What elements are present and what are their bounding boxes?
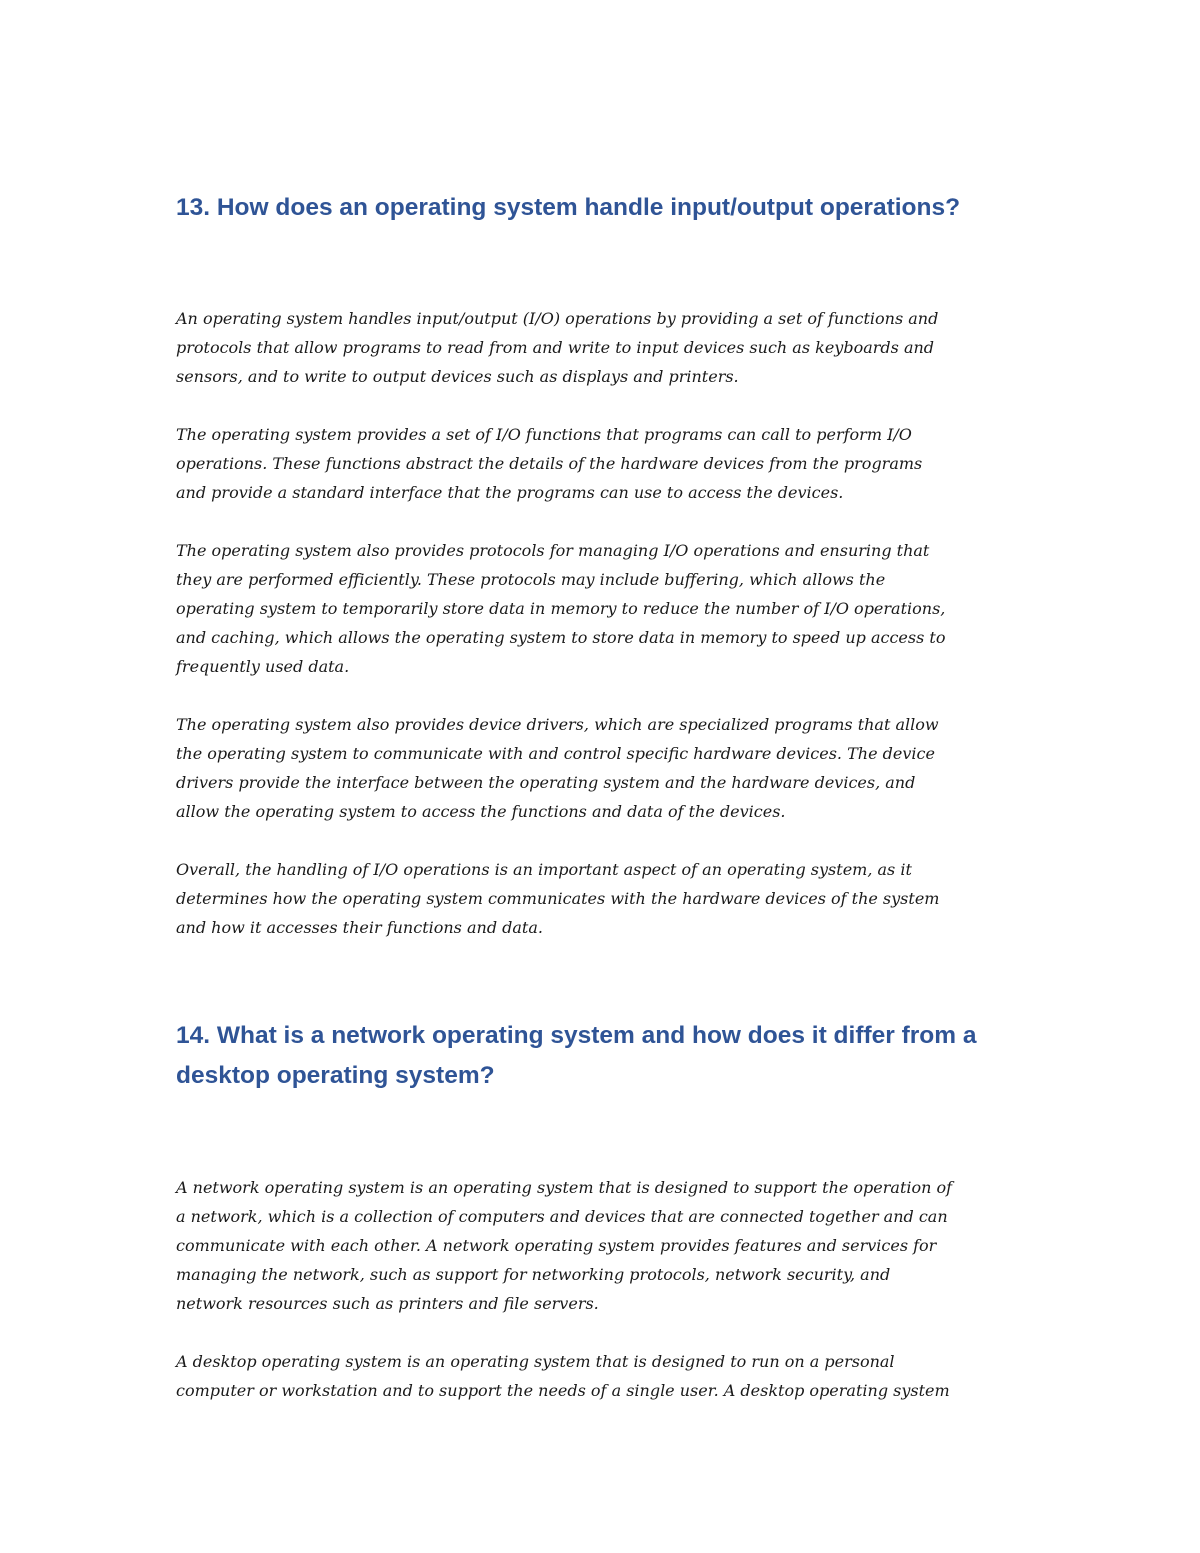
text-line: The operating system provides a set of I/O functions that programs can call to perform I/O	[176, 425, 912, 444]
text-line: they are performed efficiently. These protocols may include buffering, which allows the	[176, 570, 886, 589]
q13-answer-paragraph-2	[176, 420, 922, 507]
text-line: operating system to temporarily store data in memory to reduce the number of I/O operations,	[176, 599, 946, 618]
text-line: the operating system to communicate with and control specific hardware devices. The device	[176, 744, 935, 763]
text-line: A network operating system is an operating system that is designed to support the operation of	[176, 1178, 953, 1197]
text-line: and provide a standard interface that the programs can use to access the devices.	[176, 483, 844, 502]
q14-answer-paragraph-1	[176, 1173, 952, 1318]
text-line: operations. These functions abstract the details of the hardware devices from the programs	[176, 454, 923, 473]
q13-answer-paragraph-3	[176, 536, 945, 681]
text-line: drivers provide the interface between the operating system and the hardware devices, and	[176, 773, 916, 792]
text-line: The operating system also provides protocols for managing I/O operations and ensuring that	[176, 541, 930, 560]
q13-answer-paragraph-1	[176, 304, 938, 391]
q13-answer-paragraph-5	[176, 855, 939, 942]
heading-line: desktop operating system?	[176, 1062, 495, 1089]
q13-answer-paragraph-4	[176, 710, 939, 826]
text-line: An operating system handles input/output (I/O) operations by providing a set of functions and	[176, 309, 939, 328]
q14-answer-paragraph-2	[176, 1347, 950, 1405]
question-13-heading: 13. How does an operating system handle input/output operations?	[176, 194, 961, 221]
text-line: a network, which is a collection of computers and devices that are connected together and can	[176, 1207, 948, 1226]
question-14-heading	[176, 1016, 977, 1096]
text-line: and caching, which allows the operating system to store data in memory to speed up access to	[176, 628, 946, 647]
text-line: sensors, and to write to output devices such as displays and printers.	[176, 367, 739, 386]
text-line: protocols that allow programs to read from and write to input devices such as keyboards and	[176, 338, 935, 357]
text-line: allow the operating system to access the functions and data of the devices.	[176, 802, 786, 821]
text-line: communicate with each other. A network operating system provides features and services for	[176, 1236, 937, 1255]
text-line: Overall, the handling of I/O operations is an important aspect of an operating system, as it	[176, 860, 912, 879]
text-line: managing the network, such as support for networking protocols, network security, and	[176, 1265, 891, 1284]
text-line: frequently used data.	[176, 657, 350, 676]
text-line: determines how the operating system communicates with the hardware devices of the system	[176, 889, 940, 908]
text-line: computer or workstation and to support the needs of a single user. A desktop operating system	[176, 1381, 950, 1400]
text-line: The operating system also provides device drivers, which are specialized programs that allow	[176, 715, 939, 734]
text-line: and how it accesses their functions and data.	[176, 918, 543, 937]
heading-line: 14. What is a network operating system and how does it differ from a	[176, 1022, 977, 1049]
text-line: A desktop operating system is an operating system that is designed to run on a personal	[176, 1352, 895, 1371]
text-line: network resources such as printers and file servers.	[176, 1294, 599, 1313]
